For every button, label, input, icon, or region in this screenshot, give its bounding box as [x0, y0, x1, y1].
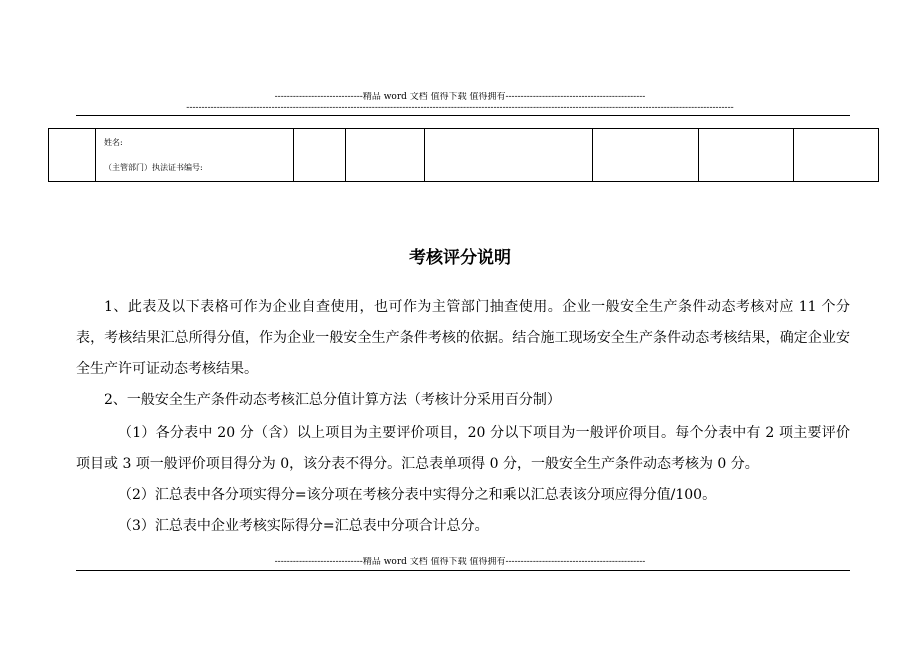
table-cell-empty: [593, 129, 699, 182]
paragraph-3: （1）各分表中 20 分（含）以上项目为主要评价项目，20 分以下项目为一般评价项目。每个分表中有 2 项主要评价项目或 3 项一般评价项目得分为 0，该分表不得分。汇总表单项得 0 分，一般安全生产条件动态考核为 0 分。: [76, 425, 850, 472]
table-cell-empty: [294, 129, 346, 182]
paragraph-2: 2、一般安全生产条件动态考核汇总分值计算方法（考核计分采用百分制）: [104, 392, 561, 408]
page-footer-tagline: -----------------------------精品 word 文档 值得下载 值得拥有----------------------------------------------: [274, 557, 646, 567]
table-cell-empty: [699, 129, 794, 182]
inspector-cert-label: （主管部门）执法证书编号:: [104, 163, 203, 172]
footer-rule: [76, 570, 850, 571]
paragraph-5: （3）汇总表中企业考核实际得分=汇总表中分项合计总分。: [118, 518, 489, 534]
table-cell-empty: [425, 129, 593, 182]
section-title: 考核评分说明: [409, 248, 511, 268]
table-row: [49, 129, 879, 182]
table-cell-empty: [346, 129, 425, 182]
page-header-tagline: -----------------------------精品 word 文档 值得下载 值得拥有----------------------------------------------: [274, 92, 646, 102]
inspector-name-label: 姓名:: [104, 138, 123, 147]
score-table: [48, 128, 879, 182]
paragraph-1: 1、此表及以下表格可作为企业自查使用，也可作为主管部门抽查使用。企业一般安全生产条件动态考核对应 11 个分表，考核结果汇总所得分值，作为企业一般安全生产条件考核的依据。结合施工现场安全生产条件动态考核结果，确定企业安全生产许可证动态考核结果。: [76, 299, 850, 377]
table-cell-inspector-info: [96, 129, 294, 182]
page-header-dashes: ------------------------------------------------------------------------------------------------------------------------------------------------------------------------------------: [186, 103, 734, 113]
header-rule: [76, 115, 850, 116]
table-cell-index: [49, 129, 96, 182]
table-cell-empty: [794, 129, 879, 182]
paragraph-4: （2）汇总表中各分项实得分=该分项在考核分表中实得分之和乘以汇总表该分项应得分值/100。: [118, 487, 717, 503]
